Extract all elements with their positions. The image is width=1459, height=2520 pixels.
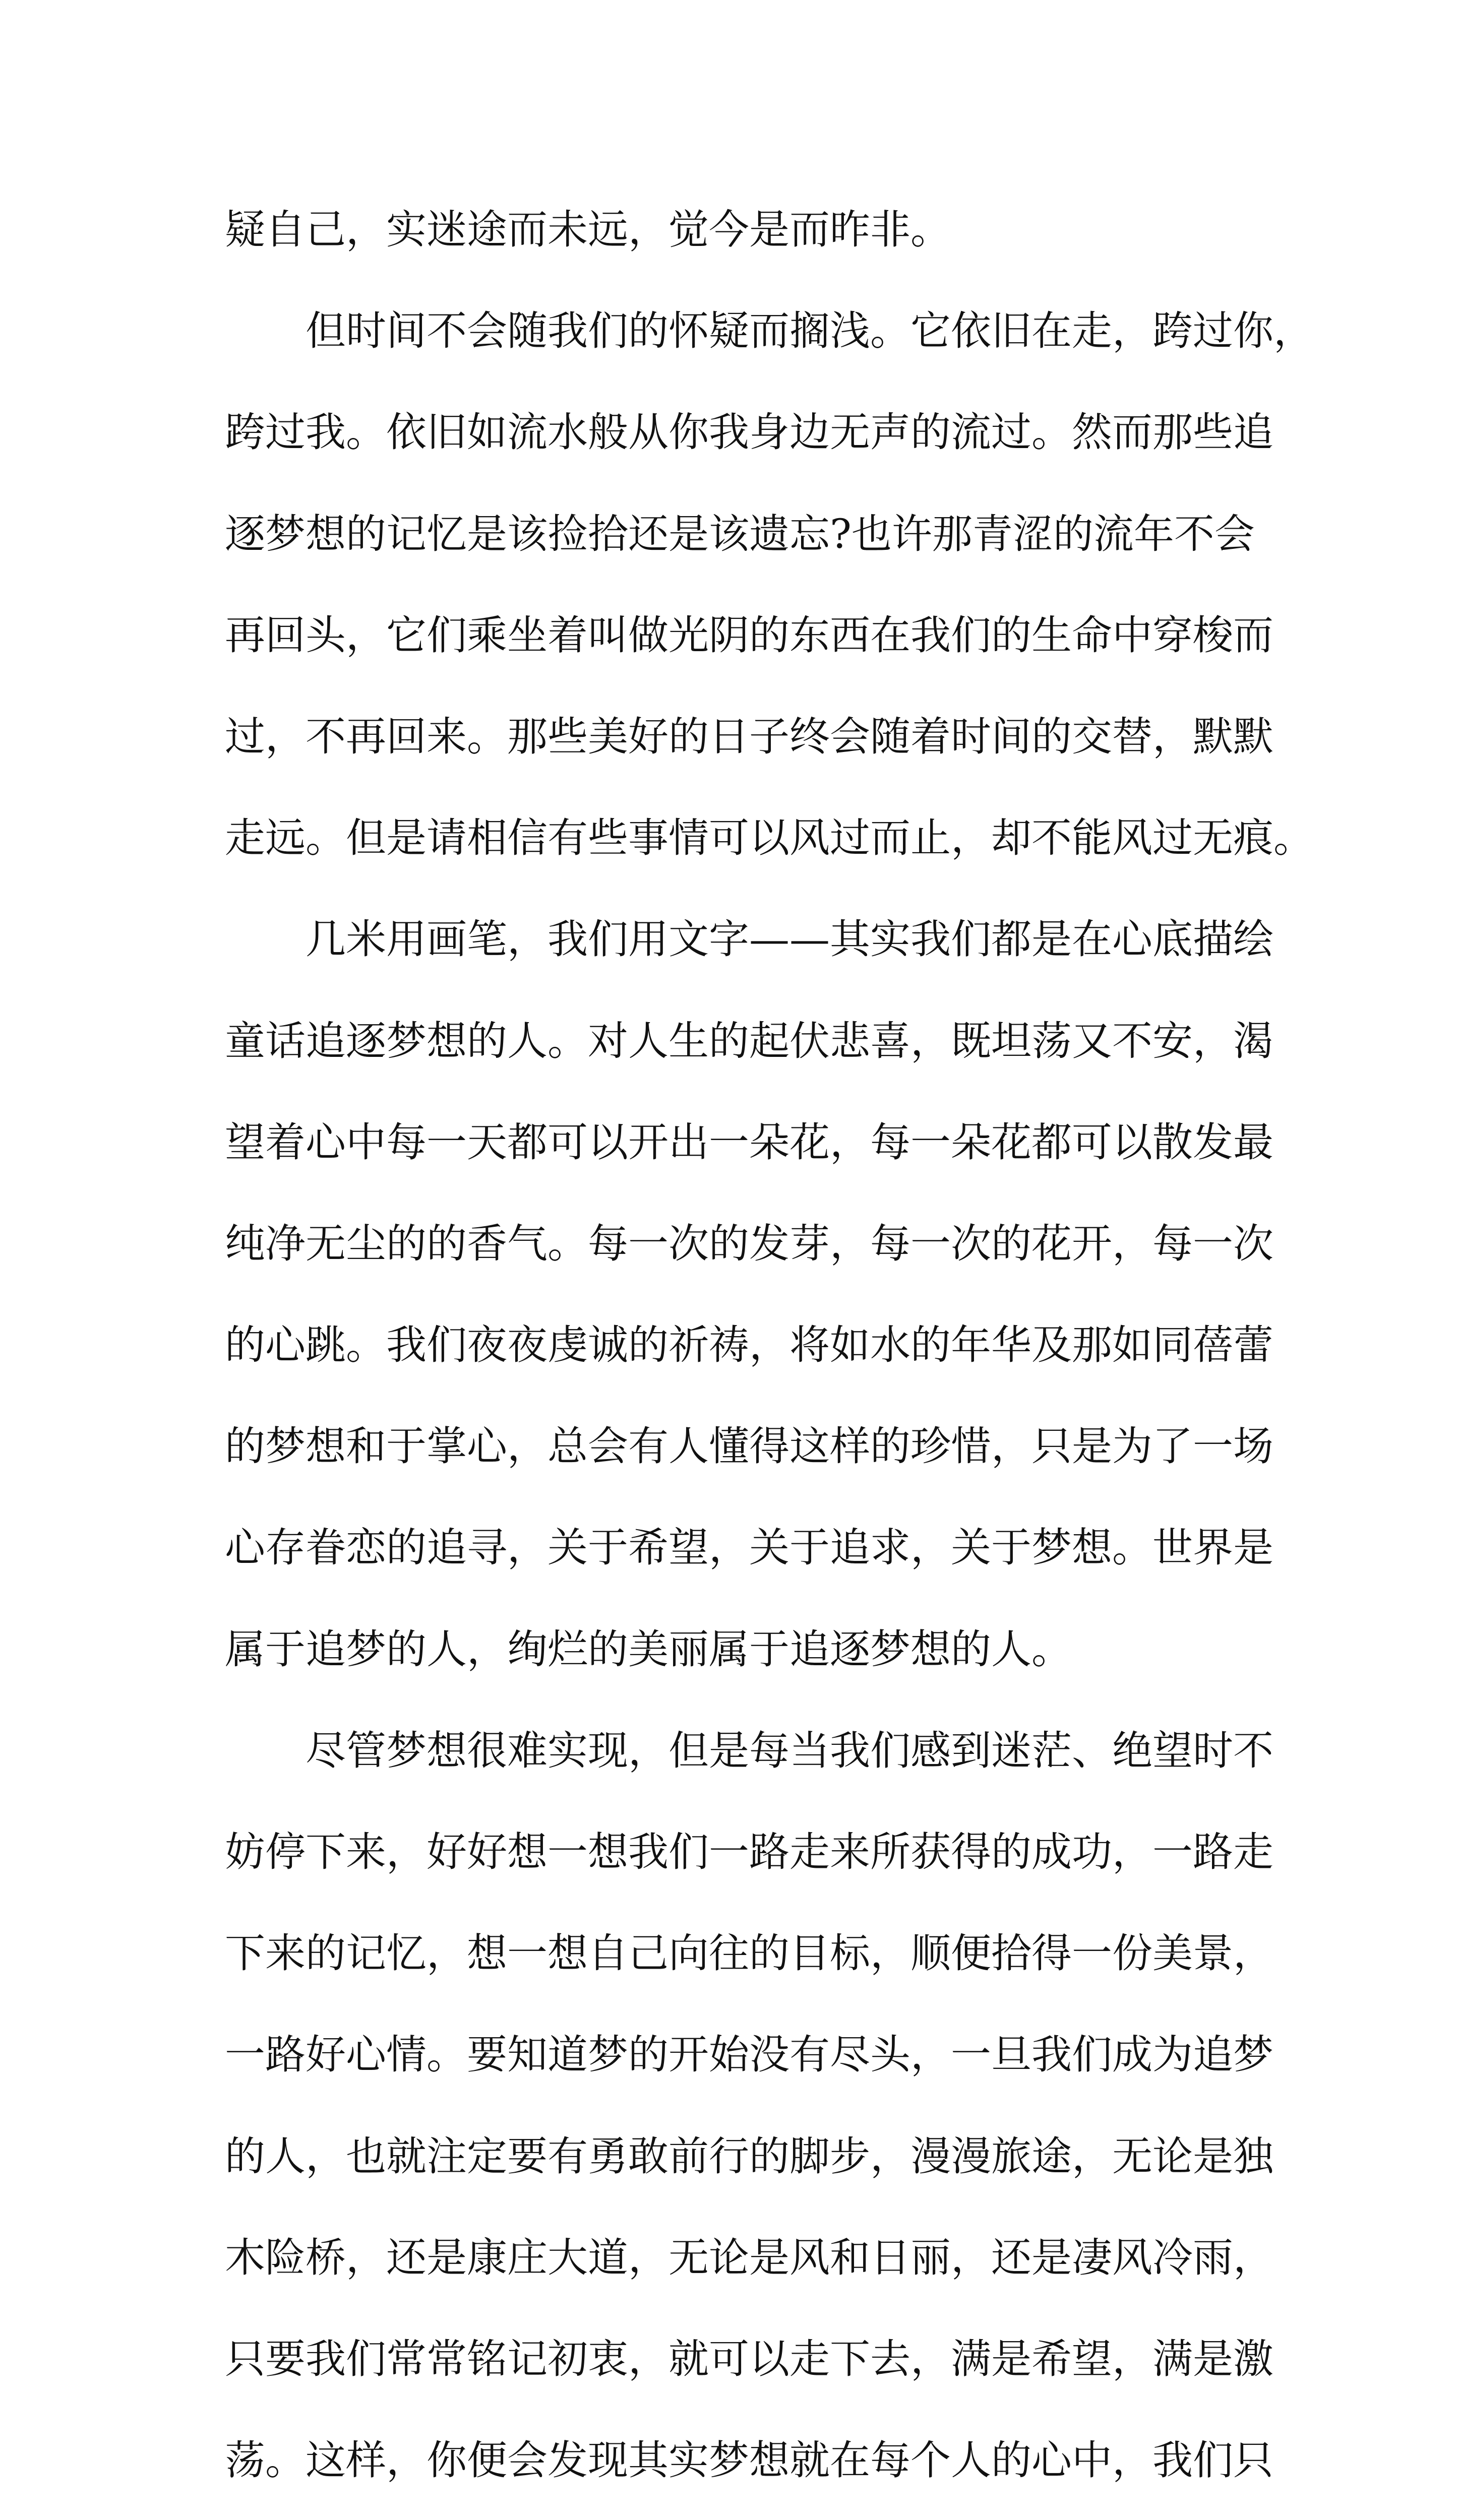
document-body (225, 179, 1314, 2520)
text-line: 望着心中每一天都可以开出一朵花，每一朵花都可以散发最 (225, 1118, 1273, 1166)
text-line: 纯净无尘的的香气。每一次的发芽，每一次的花开，每一次 (225, 1220, 1273, 1267)
text-line: 木险桥，还是康庄大道，无论是风和日丽，还是凄风冷雨， (225, 2234, 1273, 2281)
text-line: 逐梦想的记忆是该捡拾还是该遗忘?也许那青涩的流年不会 (225, 510, 1255, 557)
text-line: 属于追梦的人，绚烂的美丽属于追逐梦想的人。 (225, 1625, 1072, 1673)
text-line: 一路好心情。要知道梦的开始没有尽头，一旦我们成为追梦 (225, 2031, 1273, 2078)
text-line: 的心跳。我们夜夜虔诚的祈祷，将如水的年华及那如同蓓蕾 (225, 1321, 1273, 1369)
text-line: 跨过我。依旧如流水般从你我身边无声的流过。然而那些追 (225, 409, 1273, 456)
text-line: 童话追逐梦想的人。对人生的起伏悲喜，既坦荡又不安，渴 (225, 1017, 1273, 1064)
text-line: 过，不再回来。那些美好的日子终会随着时间的交替，默默 (225, 713, 1273, 760)
text-line: 走远。但是请相信有些事情可以风过而止，却不能风过无痕。 (225, 814, 1314, 862)
text-line: 的梦想和于掌心，总会有人懂得这样的珍惜，只是为了一场 (225, 1423, 1273, 1470)
text-line: 尽管梦想很难实现，但是每当我们感到迷茫、绝望时不 (306, 1727, 1273, 1774)
text-line: 但时间不会随我们的怀疑而搁浅。它依旧在走，跨过你， (306, 307, 1314, 355)
text-line: 荡。这样，你便会发现其实梦想就在每个人的心中，我们只 (225, 2437, 1273, 2484)
text-line: 几米用画笔，我们用文字——其实我们都是在心底描绘 (306, 916, 1273, 963)
text-line (225, 2511, 1258, 2520)
text-line: 的人，也就注定要有勇敢前行的脚步，漫漫旅途，无论是独 (225, 2132, 1273, 2180)
text-line: 只要我们常常铭记初衷，就可以走下去，满是希望，满是激 (225, 2335, 1273, 2382)
text-line: 妨停下来，好好想一想我们一路走来所获得的成功，一路走 (225, 1829, 1273, 1875)
text-line: 心存眷恋的追寻，关于希望，关于追求，关于梦想。世界是 (225, 1524, 1273, 1571)
text-line: 下来的记忆，想一想自己向往的目标，顺便拾得一份美景， (225, 1930, 1273, 1977)
text-line: 疑自己，实迷途而未远，觉今是而昨非。 (225, 206, 951, 253)
text-line: 再回头，它们乘坐着叫做光阴的东西在我们的生命中穿梭而 (225, 611, 1273, 659)
